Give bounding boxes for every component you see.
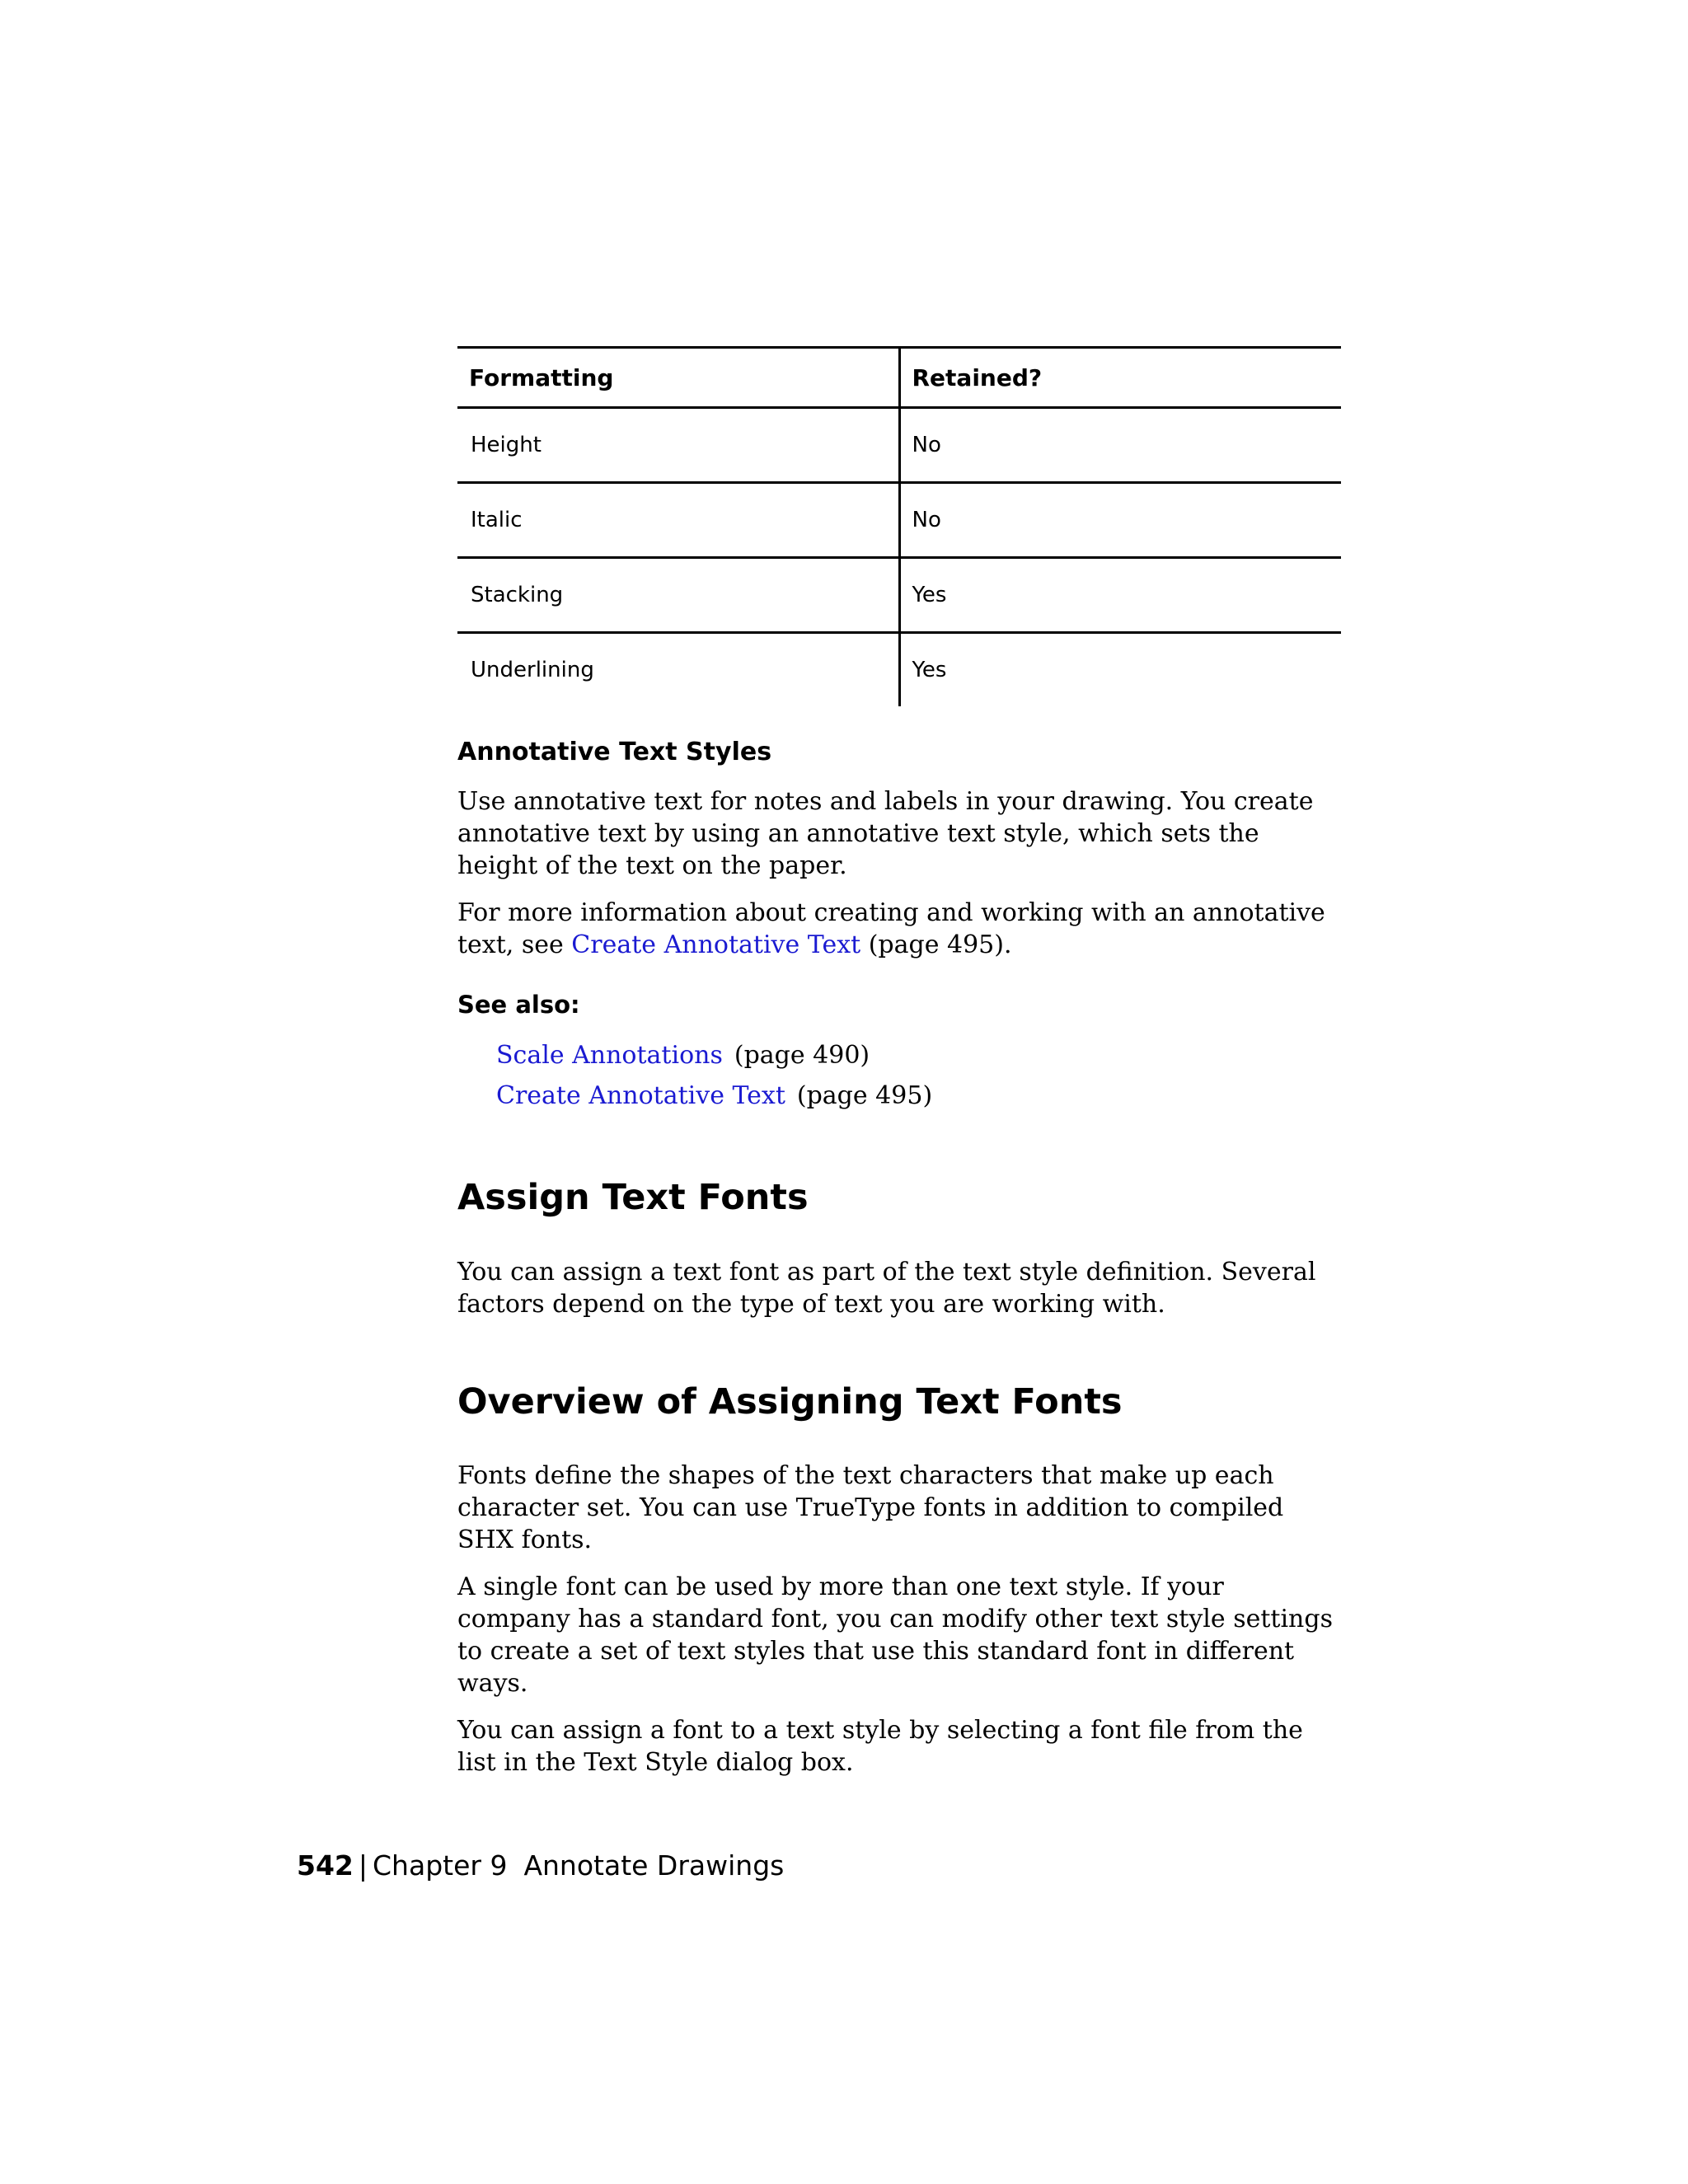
table-header-retained: Retained? bbox=[899, 348, 1341, 408]
list-item bbox=[496, 1076, 1341, 1116]
table-row bbox=[457, 633, 1341, 707]
page-content bbox=[457, 346, 1341, 1779]
table-cell-formatting: Stacking bbox=[457, 558, 899, 633]
page-reference: (page 495) bbox=[796, 1081, 933, 1110]
annotative-text-styles-heading: Annotative Text Styles bbox=[457, 738, 772, 766]
footer-chapter: Chapter 9 bbox=[373, 1849, 508, 1882]
create-annotative-text-link[interactable]: Create Annotative Text bbox=[571, 930, 861, 959]
overview-heading: Overview of Assigning Text Fonts bbox=[457, 1380, 1123, 1422]
assign-text-fonts-paragraph: You can assign a text font as part of the text style definition. Several factors depend on the type of text you are working with. bbox=[457, 1257, 1316, 1319]
footer-title: Annotate Drawings bbox=[523, 1849, 785, 1882]
page-footer bbox=[297, 1849, 784, 1882]
overview-paragraph-2: A single font can be used by more than one text style. If your company has a standard font, you can modify other text style settings to create a set of text styles that use this standard font in different ways. bbox=[457, 1572, 1333, 1699]
overview-paragraph-3: You can assign a font to a text style by selecting a font file from the list in the Text Style dialog box. bbox=[457, 1716, 1303, 1778]
table-cell-retained: No bbox=[899, 408, 1341, 483]
assign-text-fonts-heading: Assign Text Fonts bbox=[457, 1177, 809, 1218]
table-row bbox=[457, 408, 1341, 483]
see-also-list bbox=[457, 1035, 1341, 1116]
list-item bbox=[496, 1035, 1341, 1076]
annotative-paragraph-2-prefix: For more information about creating and working with an annotative text, see bbox=[457, 898, 1325, 959]
footer-separator: | bbox=[358, 1849, 368, 1882]
table-header-formatting: Formatting bbox=[457, 348, 899, 408]
see-also-heading: See also: bbox=[457, 991, 580, 1019]
create-annotative-text-link[interactable]: Create Annotative Text bbox=[496, 1081, 785, 1110]
scale-annotations-link[interactable]: Scale Annotations bbox=[496, 1041, 723, 1070]
table-cell-formatting: Height bbox=[457, 408, 899, 483]
table-cell-formatting: Italic bbox=[457, 483, 899, 558]
annotative-paragraph-2 bbox=[457, 897, 1341, 961]
table-row bbox=[457, 558, 1341, 633]
annotative-paragraph-1: Use annotative text for notes and labels in your drawing. You create annotative text by using an annotative text style, which sets the height of the text on the paper. bbox=[457, 787, 1314, 880]
table-cell-formatting: Underlining bbox=[471, 658, 594, 682]
overview-paragraph-1: Fonts define the shapes of the text characters that make up each character set. You can use TrueType fonts in addition to compiled SHX fonts. bbox=[457, 1461, 1284, 1555]
annotative-paragraph-2-suffix: (page 495). bbox=[860, 930, 1012, 959]
page-reference: (page 490) bbox=[734, 1041, 870, 1070]
page-number: 542 bbox=[297, 1849, 354, 1882]
table-cell-retained: Yes bbox=[899, 558, 1341, 633]
table-cell-retained: No bbox=[899, 483, 1341, 558]
table-cell-retained: Yes bbox=[899, 633, 1341, 707]
table-row bbox=[457, 483, 1341, 558]
table-header-row bbox=[457, 348, 1341, 408]
formatting-table bbox=[457, 346, 1341, 706]
